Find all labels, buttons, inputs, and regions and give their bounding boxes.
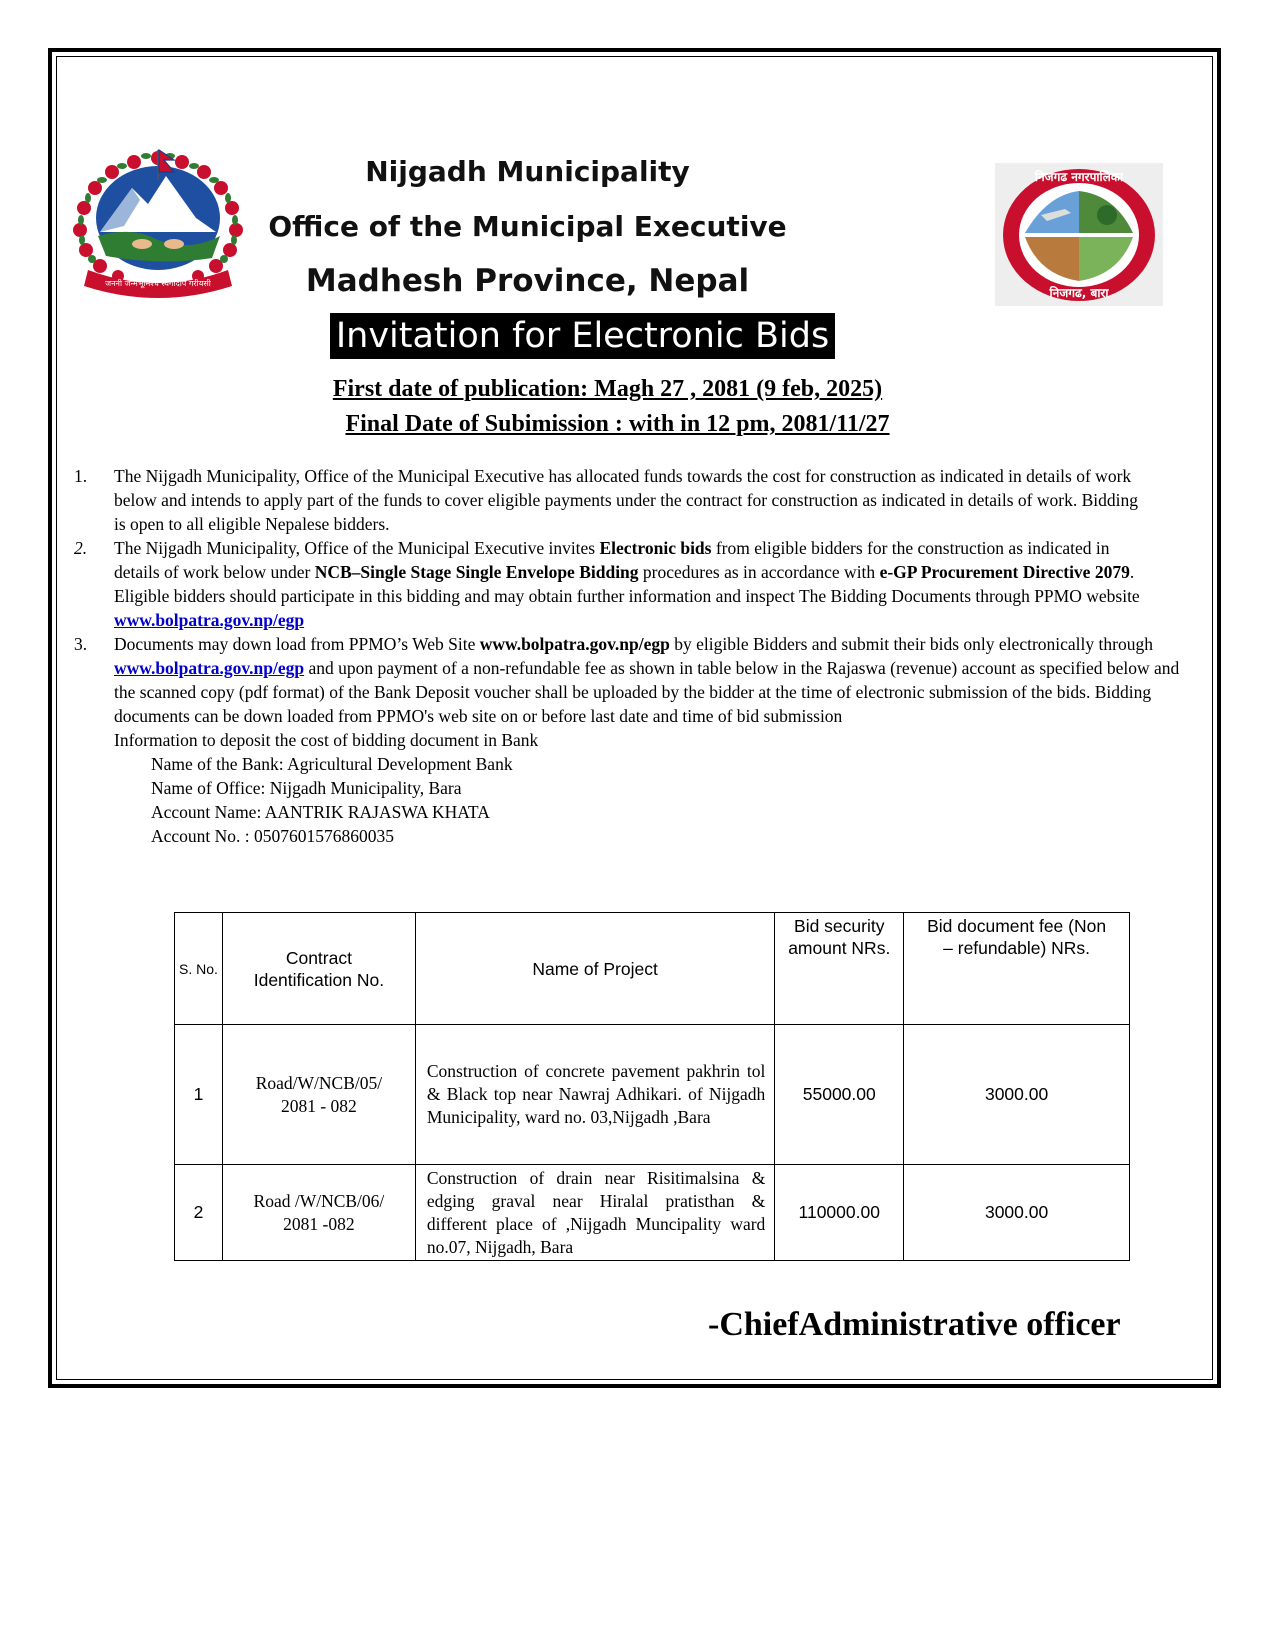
office-name: Office of the Municipal Executive: [268, 210, 787, 243]
header-bid-security: Bid security amount NRs.: [775, 913, 904, 1025]
table-header-row: [175, 913, 1130, 1025]
table-row: [175, 1165, 1130, 1261]
account-number: Account No. : 0507601576860035: [151, 826, 395, 846]
header-document-fee: Bid document fee (Non – refundable) NRs.: [904, 913, 1130, 1025]
account-name: Account Name: AANTRIK RAJASWA KHATA: [151, 802, 490, 822]
row-project-name: Construction of concrete pavement pakhrin tol & Black top near Nawraj Adhikari. of Nijgadh Municipality, ward no. 03,Nijgadh ,Bara: [415, 1025, 774, 1165]
text-run: by eligible Bidders and submit their bids only electronically through: [669, 634, 1153, 654]
seal-bottom-text: निजगढ, बारा: [1049, 286, 1109, 300]
text-run: procedures as in accordance with: [638, 562, 880, 582]
bolpatra-link[interactable]: www.bolpatra.gov.np/egp: [114, 610, 305, 630]
bank-info-intro: Information to deposit the cost of bidding document in Bank: [114, 730, 539, 750]
paragraph-number: 3.: [74, 634, 88, 654]
publication-date-text: First date of publication: Magh 27 , 2081 (9 feb, 2025): [332, 376, 883, 402]
text-run: . Eligible bidders should participate in this bidding and may obtain further information and inspect The Bidding Documents through PPMO website: [114, 562, 1140, 606]
paragraph-number: 2.: [74, 538, 88, 558]
text-run: The Nijgadh Municipality, Office of the Municipal Executive invites: [114, 538, 600, 558]
text-run-bold: www.bolpatra.gov.np/egp: [479, 634, 670, 654]
text-run-bold: e-GP Procurement Directive 2079: [879, 562, 1130, 582]
text-run-bold: Electronic bids: [599, 538, 712, 558]
paragraph-number: 1.: [74, 466, 88, 486]
province-name: Madhesh Province, Nepal: [305, 263, 750, 299]
table-row: [175, 1025, 1130, 1165]
publication-date: [0, 376, 1275, 403]
bolpatra-link[interactable]: www.bolpatra.gov.np/egp: [114, 658, 305, 678]
row-contract-id: Road/W/NCB/05/ 2081 - 082: [222, 1025, 415, 1165]
notice-title: Invitation for Electronic Bids: [330, 313, 835, 359]
bid-details-table: [174, 912, 1130, 1261]
paragraph-text: The Nijgadh Municipality, Office of the Municipal Executive has allocated funds towards the cost for construction as indicated in details of work below and intends to apply part of the funds to cover eligible payments under the contract for construction as indicated in details of work. Bidding is open to all eligible Nepalese bidders.: [114, 466, 1138, 534]
text-run: from eligible bidders for the construction as indicated in details of work below under: [114, 538, 1110, 582]
row-contract-id: Road /W/NCB/06/ 2081 -082: [222, 1165, 415, 1261]
signoff-signature: -ChiefAdministrative officer: [708, 1306, 1121, 1343]
paragraph-text: [114, 632, 1194, 728]
paragraph-1: [74, 464, 1214, 536]
submission-date-text: Final Date of Subimission : with in 12 pm, 2081/11/27: [345, 411, 890, 437]
bank-name: Name of the Bank: Agricultural Development Bank: [151, 754, 513, 774]
text-run: and upon payment of a non-refundable fee as shown in table below in the Rajaswa (revenue) account as specified below and the scanned copy (pdf format) of the Bank Deposit voucher shall be uploaded by the bidder at the time of electronic submission of the bids. Bidding documents can be down loaded from PPMO's web site on or before last date and time of bid submission: [114, 658, 1180, 726]
row-sno: 2: [175, 1165, 223, 1261]
notice-body: [74, 464, 1214, 848]
emblem-caption: जननी जन्मभूमिश्च स्वर्गादपि गरीयसी: [105, 279, 211, 288]
submission-date: [0, 411, 1275, 438]
header-sno: S. No.: [175, 913, 223, 1025]
row-document-fee: 3000.00: [904, 1025, 1130, 1165]
municipality-name: Nijgadh Municipality: [365, 155, 690, 188]
text-run-bold: NCB–Single Stage Single Envelope Bidding: [314, 562, 639, 582]
header-contract-id: Contract Identification No.: [222, 913, 415, 1025]
seal-top-text: निजगढ नगरपालिका: [1034, 170, 1124, 184]
office-account-name: Name of Office: Nijgadh Municipality, Bara: [151, 778, 462, 798]
row-document-fee: 3000.00: [904, 1165, 1130, 1261]
row-sno: 1: [175, 1025, 223, 1165]
row-project-name: Construction of drain near Risitimalsina & edging graval near Hiralal pratisthan & different place of ,Nijgadh Muncipality ward no.07, Nijgadh, Bara: [415, 1165, 774, 1261]
row-bid-security: 55000.00: [775, 1025, 904, 1165]
header-project-name: Name of Project: [415, 913, 774, 1025]
paragraph-2: [74, 536, 1214, 632]
text-run: Documents may down load from PPMO’s Web Site: [114, 634, 480, 654]
notice-title-row: [0, 313, 1275, 359]
bank-info: [74, 728, 1214, 848]
paragraph-text: [114, 536, 1144, 632]
row-bid-security: 110000.00: [775, 1165, 904, 1261]
paragraph-3: [74, 632, 1214, 728]
